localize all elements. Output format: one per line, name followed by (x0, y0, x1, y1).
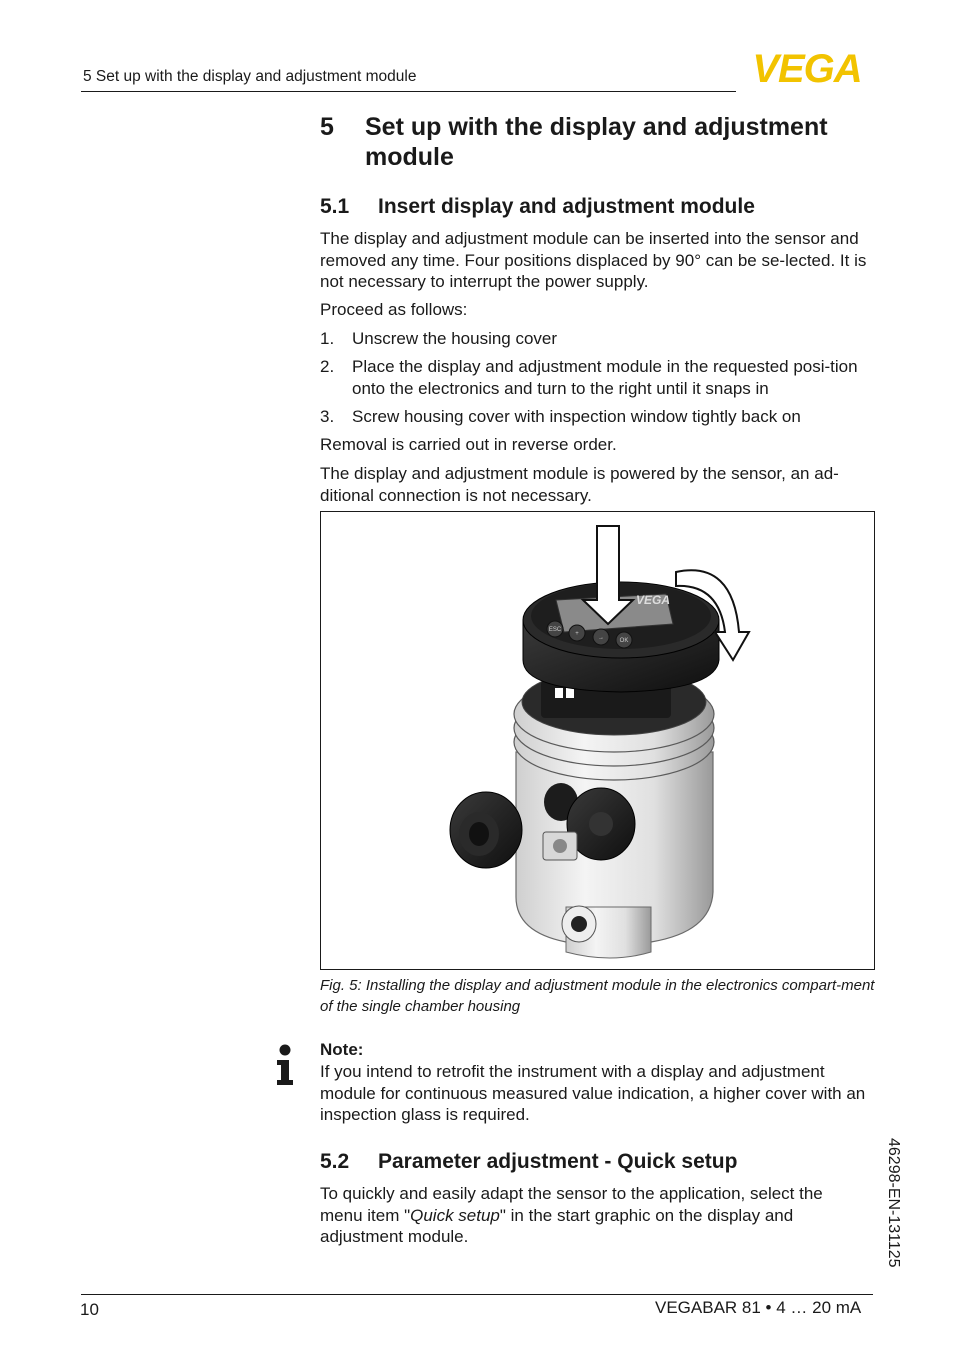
list-item (320, 356, 880, 400)
list-item (320, 406, 880, 428)
chapter-number: 5 (320, 113, 334, 141)
arrow-key-label: → (598, 635, 604, 641)
paragraph: The display and adjustment module can be inserted into the sensor and removed any time. Four positions displaced by 90° can be se-lected. It is not necessary to interrupt the power supply. (320, 229, 867, 292)
module-logo: VEGA (636, 593, 671, 607)
info-icon (274, 1044, 296, 1086)
paragraph (320, 1183, 860, 1248)
header-divider (81, 91, 736, 92)
section-heading-5-1 (320, 195, 755, 219)
note-text: If you intend to retrofit the instrument with a display and adjustment module for continuous measured value indication, a higher cover with an inspection glass is required. (320, 1062, 866, 1125)
list-number: 3. (320, 407, 335, 426)
section-title: Parameter adjustment - Quick setup (378, 1150, 738, 1173)
paragraph-text: " in the start graphic on the display and adjustment module. (320, 1205, 794, 1247)
plus-key-label: + (575, 631, 579, 637)
page-number: 10 (80, 1300, 99, 1319)
list-text: Unscrew the housing cover (352, 329, 558, 348)
list-text: Place the display and adjustment module in the requested posi-tion onto the electronics and turn to the right until it snaps in (352, 357, 858, 398)
section-number: 5.2 (320, 1150, 350, 1173)
paragraph: Proceed as follows: (320, 300, 468, 319)
section-heading-5-2 (320, 1150, 738, 1174)
paragraph: Removal is carried out in reverse order. (320, 435, 617, 454)
paragraph-text: To quickly and easily adapt the sensor to the application, select the menu item " (320, 1184, 823, 1225)
figure-frame (320, 511, 875, 970)
logo-text: VEGA (752, 50, 862, 86)
list-item (320, 328, 880, 350)
chapter-title: Set up with the display and adjustment module (365, 113, 828, 171)
vega-logo (742, 50, 872, 86)
section-title: Insert display and adjustment module (378, 195, 755, 218)
figure-caption: Fig. 5: Installing the display and adjustment module in the electronics compart-ment of the single chamber housing (320, 977, 875, 1015)
sensor-illustration (321, 512, 874, 969)
esc-key-label: ESC (548, 627, 562, 633)
menu-item-reference: Quick setup (410, 1205, 500, 1225)
list-number: 1. (320, 329, 335, 348)
product-name: VEGABAR 81 • 4 … 20 mA (655, 1298, 862, 1317)
list-number: 2. (320, 357, 335, 376)
chapter-heading (320, 112, 880, 174)
footer-divider (81, 1294, 873, 1295)
document-code (880, 1138, 910, 1288)
ok-key-label: OK (619, 638, 629, 644)
section-number: 5.1 (320, 195, 350, 218)
note-title: Note: (320, 1040, 364, 1059)
running-header: 5 Set up with the display and adjustment module (83, 68, 417, 85)
document-code-text: 46298-EN-131125 (885, 1138, 902, 1268)
paragraph: The display and adjustment module is powered by the sensor, an ad-ditional connection is not necessary. (320, 464, 839, 505)
list-text: Screw housing cover with inspection window tightly back on (352, 407, 801, 426)
